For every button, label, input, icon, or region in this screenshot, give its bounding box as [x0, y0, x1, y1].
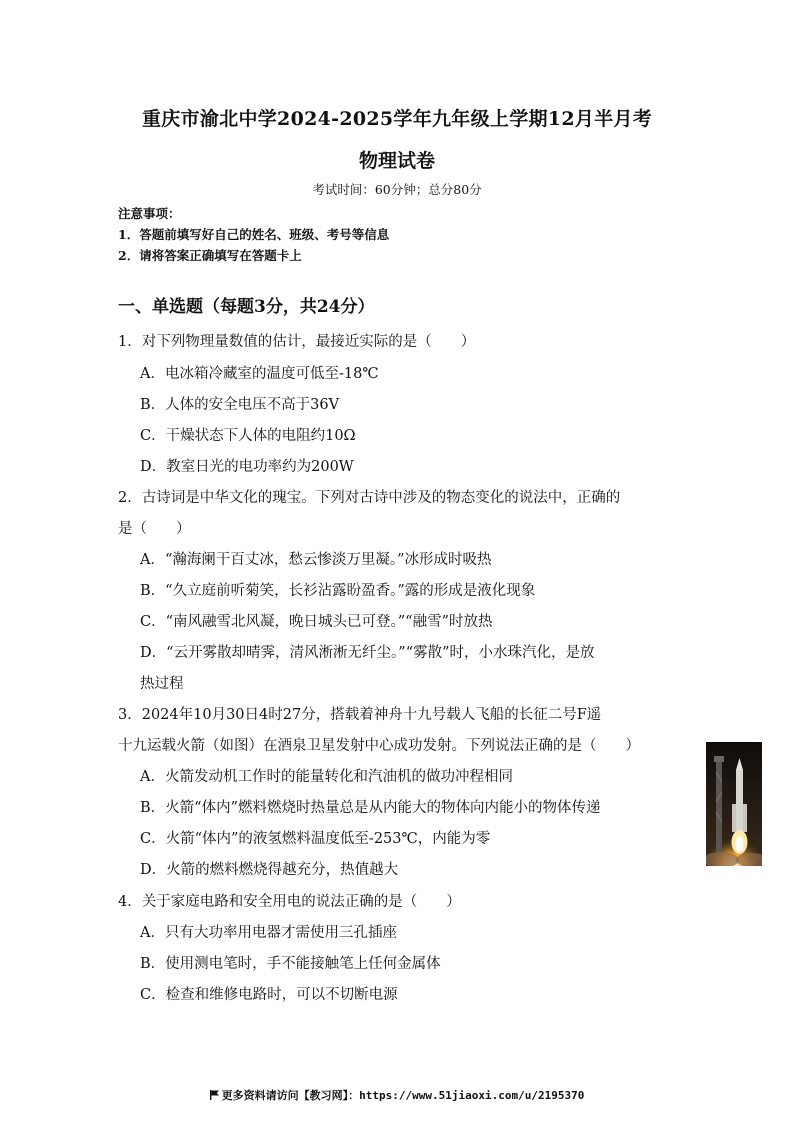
footer [0, 1087, 794, 1103]
question-2-option-d: D．“云开雾散却晴霁，清风淅淅无纤尘。”“雾散”时，小水珠汽化，是放 [140, 645, 595, 661]
notes-block [118, 203, 389, 266]
section-title: 一、单选题（每题3分，共24分） [118, 297, 375, 317]
rocket-launch-photo [706, 742, 762, 866]
notes-heading: 注意事项： [118, 206, 181, 221]
question-2-option-b: B．“久立庭前听菊笑，长衫沾露盼盈香。”露的形成是液化现象 [140, 583, 536, 599]
question-2-stem: 2．古诗词是中华文化的瑰宝。下列对古诗中涉及的物态变化的说法中，正确的 [118, 490, 621, 506]
rocket-icon [706, 742, 762, 866]
question-1-stem: 1．对下列物理量数值的估计，最接近实际的是（ ） [118, 334, 476, 350]
question-3-option-d: D．火箭的燃料燃烧得越充分，热值越大 [140, 862, 399, 878]
question-4-option-b: B．使用测电笔时，手不能接触笔上任何金属体 [140, 956, 441, 972]
exam-subtitle: 物理试卷 [358, 150, 435, 172]
flag-icon [210, 1090, 219, 1100]
question-4-option-c: C．检查和维修电路时，可以不切断电源 [140, 987, 398, 1003]
question-1-option-c: C．干燥状态下人体的电阻约10Ω [140, 428, 356, 444]
notes-item: 1．答题前填写好自己的姓名、班级、考号等信息 [118, 227, 390, 242]
notes-item: 2．请将答案正确填写在答题卡上 [118, 248, 302, 263]
question-1-option-b: B．人体的安全电压不高于36V [140, 397, 340, 413]
question-1-option-d: D．教室日光的电功率约为200W [140, 459, 354, 475]
question-2-option-a: A．“瀚海阑干百丈冰，愁云惨淡万里凝。”冰形成时吸热 [140, 552, 492, 568]
exam-title: 重庆市渝北中学2024-2025学年九年级上学期12月半月考 [141, 108, 653, 130]
question-3-option-c: C．火箭“体内”的液氢燃料温度低至-253℃，内能为零 [140, 831, 491, 847]
question-1-option-a: A．电冰箱冷藏室的温度可低至-18℃ [140, 366, 379, 382]
question-3-stem: 3．2024年10月30日4时27分，搭载着神舟十九号载人飞船的长征二号F遥 [118, 707, 602, 723]
question-4-option-a: A．只有大功率用电器才需使用三孔插座 [140, 925, 397, 941]
question-2-option-d-cont: 热过程 [140, 676, 184, 692]
footer-link[interactable]: 更多资料请访问【教习网】：https://www.51jiaoxi.com/u/2195370 [221, 1089, 585, 1102]
exam-info: 考试时间：60分钟；总分80分 [312, 182, 482, 197]
question-4-stem: 4．关于家庭电路和安全用电的说法正确的是（ ） [118, 894, 461, 910]
question-2-stem-cont: 是（ ） [118, 521, 191, 537]
question-2-option-c: C．“南风融雪北风凝，晚日城头已可登。”“融雪”时放热 [140, 614, 493, 630]
question-3-option-a: A．火箭发动机工作时的能量转化和汽油机的做功冲程相同 [140, 769, 513, 785]
question-3-option-b: B．火箭“体内”燃料燃烧时热量总是从内能大的物体向内能小的物体传递 [140, 800, 601, 816]
question-3-stem-cont: 十九运载火箭（如图）在酒泉卫星发射中心成功发射。下列说法正确的是（ ） [118, 738, 640, 754]
